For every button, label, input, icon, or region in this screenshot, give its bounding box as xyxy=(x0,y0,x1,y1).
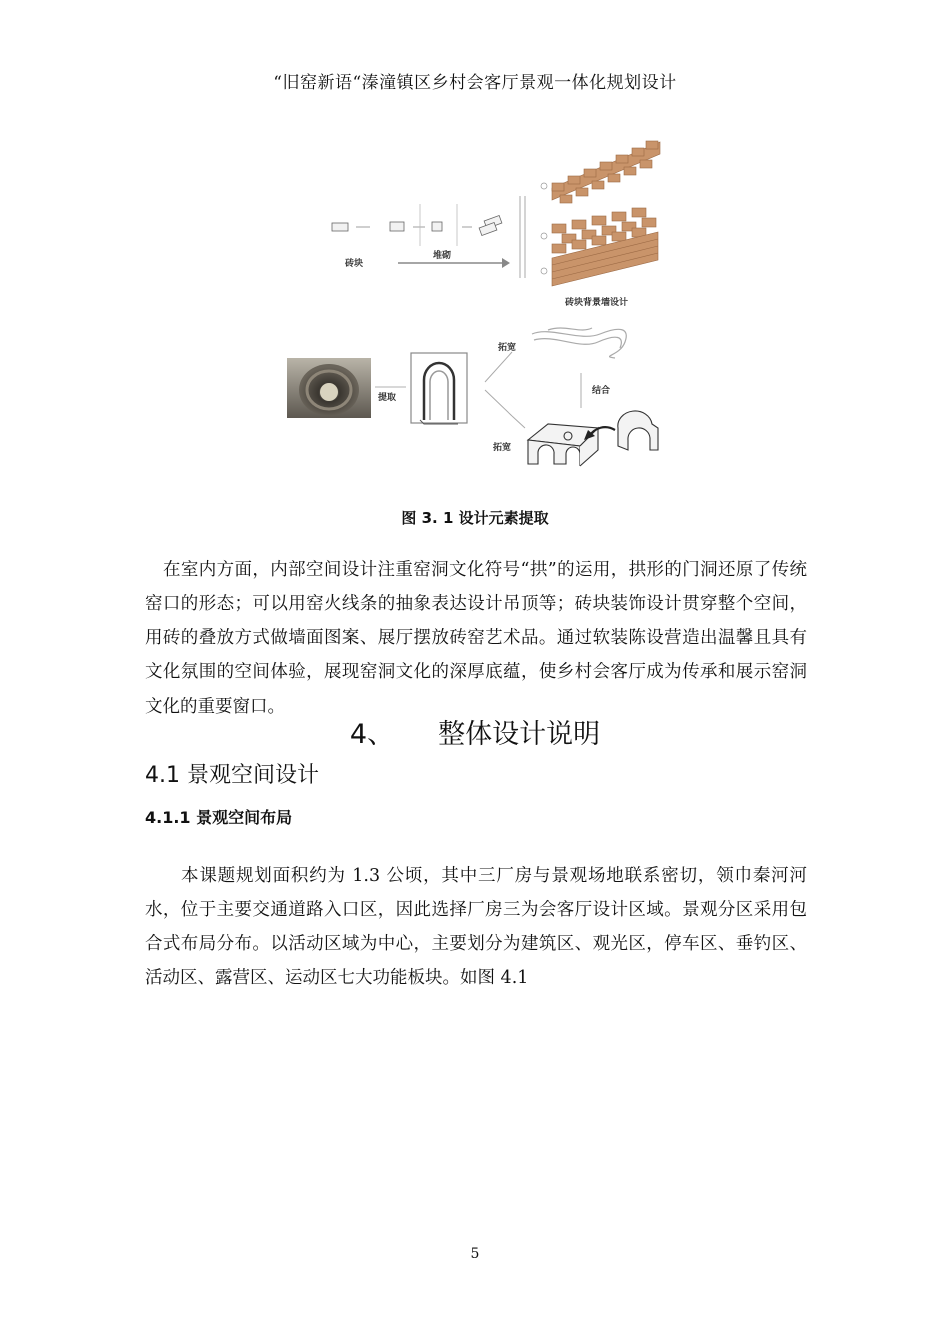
paragraph-layout: 本课题规划面积约为 1.3 公顷，其中三厂房与景观场地联系密切，领巾秦河河水，位于主要交通道路入口区，因此选择厂房三为会客厅设计区域。景观分区采用包合式布局分布。以活动区域为中心，主要划分为建筑区、观光区，停车区、垂钓区、活动区、露营区、运动区七大功能板块。如图 4.1 xyxy=(145,865,807,989)
label-expand-bottom: 拓宽 xyxy=(493,443,512,453)
label-expand-top: 拓宽 xyxy=(498,343,517,353)
figure-caption: 图 3. 1 设计元素提取 xyxy=(401,509,549,527)
page-number: 5 xyxy=(470,1246,480,1262)
stack-arrow xyxy=(398,258,510,268)
label-stack: 堆砌 xyxy=(433,251,452,261)
brick-icon xyxy=(432,222,442,231)
label-extract: 提取 xyxy=(378,393,397,403)
paragraph-interior: 在室内方面，内部空间设计注重窑洞文化符号“拱”的运用，拱形的门洞还原了传统窑口的形态；可以用窑火线条的抽象表达设计吊顶等；砖块装饰设计贯穿整个空间，用砖的叠放方式做墙面图案、展厅摆放砖窑艺术品。通过软装陈设营造出温馨且具有文化氛围的空间体验，展现窑洞文化的深厚底蕴，使乡村会客厅成为传承和展示窑洞文化的重要窗口。 xyxy=(145,559,807,717)
brick-icon xyxy=(390,222,404,231)
design-elements-figure xyxy=(280,128,675,498)
section-number: 4、 xyxy=(349,719,395,750)
running-header: “旧窑新语“溱潼镇区乡村会客厅景观一体化规划设计 xyxy=(273,73,677,93)
arch-furniture xyxy=(528,424,598,466)
label-combine: 结合 xyxy=(592,386,611,396)
brick-sequence xyxy=(332,216,502,236)
arch-frame xyxy=(411,353,467,424)
brick-wall-designs xyxy=(541,141,660,286)
subsection-heading: 4.1 景观空间设计 xyxy=(145,763,319,788)
brick-icon xyxy=(479,223,497,236)
arch-piece xyxy=(618,411,658,450)
fire-lines xyxy=(532,328,626,358)
brick-icon xyxy=(332,223,348,231)
section-title: 整体设计说明 xyxy=(438,719,601,750)
label-wall-design: 砖块背景墙设计 xyxy=(565,298,629,308)
subsubsection-heading: 4.1.1 景观空间布局 xyxy=(145,808,293,827)
section-heading xyxy=(0,712,950,751)
kiln-tunnel-photo xyxy=(287,358,371,418)
label-brick: 砖块 xyxy=(345,259,364,269)
